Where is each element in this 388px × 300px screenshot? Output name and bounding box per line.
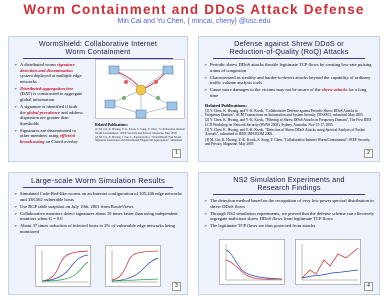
ns2-figure-right <box>295 239 361 285</box>
bullet-item: ➢ Periodic shrew DDoS attacks throttle legitimate TCP flows by creating low-rate pulsing trains of congestion <box>204 62 374 73</box>
panel-ns2-experiments <box>198 172 380 295</box>
panel-ns2-title <box>199 173 379 194</box>
bullet-item: ➢ A distributed worm signature detection and dissemination system deployed at multiple edge networks <box>14 62 84 84</box>
panel-wormshield-title <box>9 37 187 58</box>
simulation-figure-right <box>105 245 161 287</box>
ns2-figure-left <box>219 239 285 285</box>
bullet-item: ➢ Distributed aggregation tree (DAT) is constructed to aggregate global information <box>14 86 84 103</box>
simulation-figure-left-svg <box>36 246 92 288</box>
panel-worm-sim-title: Large-scale Worm Simulation Results <box>31 176 165 185</box>
page-number: 3 <box>172 282 181 291</box>
panel-shrew-title-line1: Defense against Shrew DDoS or <box>234 39 344 48</box>
wormshield-related-publications <box>95 123 185 143</box>
bullet-item: ➢ Through NS2 simulation experiments, we proved that the defense scheme can effectively segregate malicious shrew DDoS flows from legitimate TCP flows <box>204 211 374 222</box>
bullet-item: ➢ Collaborative monitors detect signatures about 10 times faster than using independent monitors when G = 0.0 <box>14 211 182 222</box>
poster-header <box>0 0 388 32</box>
panel-ns2-bullets <box>199 195 379 229</box>
panel-ns2-title-line2: Research Findings <box>257 183 321 192</box>
network-diagram-svg <box>96 60 186 120</box>
reference-item: [1] M. Cai, K. Hwang, Y.-K. Kwok, S. Song, Y. Chen, "Collaborative Internet Worm Containment", IEEE Security and Privacy Magazine, May 2005 <box>95 127 185 135</box>
page-number: 1 <box>172 149 181 158</box>
page-number: 4 <box>364 282 373 291</box>
wormshield-network-diagram <box>95 59 185 119</box>
panel-ns2-title-line1: NS2 Simulation Experiments and <box>233 175 345 184</box>
bullet-item: ➢ The legitimate TCP flows are thus protected from attacks <box>204 223 374 229</box>
bullet-item: ➢ Characterized as stealthy and harder-to-detect attacks beyond the capability of ordinary traffic volume analysis tools <box>204 75 374 86</box>
panel-worm-simulation <box>8 172 188 295</box>
refs-heading: Related Publications: <box>95 123 128 127</box>
panel-shrew-title <box>199 37 379 58</box>
bullet-item: ➢ Cause more damages to the victims may not be aware of the shrew attacks for a long time <box>204 87 374 98</box>
bullet-item: ➢ Simulated Code-Red-like worms on an Internet configuration of 105,246 edge networks and 338,562 vulnerable hosts <box>14 191 182 202</box>
panel-shrew-bullets <box>199 59 379 98</box>
bullet-item: ➢ Use BGP table snapshot on July 19th, 2001 from RouteViews <box>14 204 182 210</box>
bullet-item: ➢ The detection method based on the recognition of very low power spectral distribution in shrew DDoS flows <box>204 198 374 209</box>
reference-item: [2] Y. Chen, K. Hwang, and Y.-K. Kwok, "Filtering of Shrew DDoS Attacks in Frequency Domain", The First IEEE LCN Workshop on Network Security (WoNS 2005), Sydney, Australia, Nov 15-17, 2005. <box>205 118 372 127</box>
bullet-item: ➢ A signature is identified if both the global prevalence and address dispersion are greater than thresholds <box>14 104 84 126</box>
panel-shrew-ddos <box>198 36 380 162</box>
panel-worm-sim-bullets <box>9 188 187 234</box>
reference-item: [1] Y. Chen, K. Hwang, and Y.-K. Kwok, "Collaborative Defense against Periodic Shrew DDoS Attacks in Frequency Domain", ACM Transactions on Information and System Security (TISSEC), submitted May 2005. <box>205 108 364 118</box>
panel-wormshield <box>8 36 188 162</box>
shrew-related-publications <box>199 100 379 146</box>
bullet-item: ➢ About 37 times reduction of infected hosts to 2% of vulnerable edge networks being monitored <box>14 223 182 234</box>
bullet-item: ➢ Signatures are disseminated to other members using efficient broadcasting on Chord overlay <box>14 128 84 145</box>
panel-shrew-title-line2: Reduction-of-Quality (RoQ) Attacks <box>229 47 349 56</box>
ns2-figure-right-svg <box>296 240 362 286</box>
simulation-figure-left <box>35 245 91 287</box>
poster-title: Worm Containment and DDoS Attack Defense <box>23 2 365 17</box>
reference-item: [4] M. Cai, K. Hwang, Y.-K. Kwok, S. Song, Y. Chen, "Collaborative Internet Worm Containment", IEEE Security and Privacy Magazine, May 2005 <box>205 137 370 146</box>
ns2-figure-left-svg <box>220 240 286 286</box>
panel-wormshield-title-line2: Worm Containment <box>65 47 131 56</box>
panel-wormshield-title-line1: WormShield: Collaborative Internet <box>38 39 158 48</box>
refs-heading: Related Publications: <box>205 102 247 108</box>
page-number: 2 <box>364 149 373 158</box>
simulation-figure-right-svg <box>106 246 162 288</box>
reference-item: [3] Y. Chen, K. Hwang, and Y.-K. Kwok, "Detection of Shrew DDoS Attacks using Spectral Analysis of Packet Arrivals", submitted to IEEE INFOCOM 2006. <box>205 127 365 137</box>
panel-wormshield-bullets <box>9 59 89 144</box>
reference-item: [2] M. Cai, K. Hwang, J. Pan, C. Papadopoulos, "WormShield: Fast Worm Signature Generation with Distributed Fingerprint Aggregation", submitted <box>95 134 183 143</box>
poster-authors: Min Cai and Yu Chen, { mincai, cheny} @usc.edu <box>117 18 271 25</box>
